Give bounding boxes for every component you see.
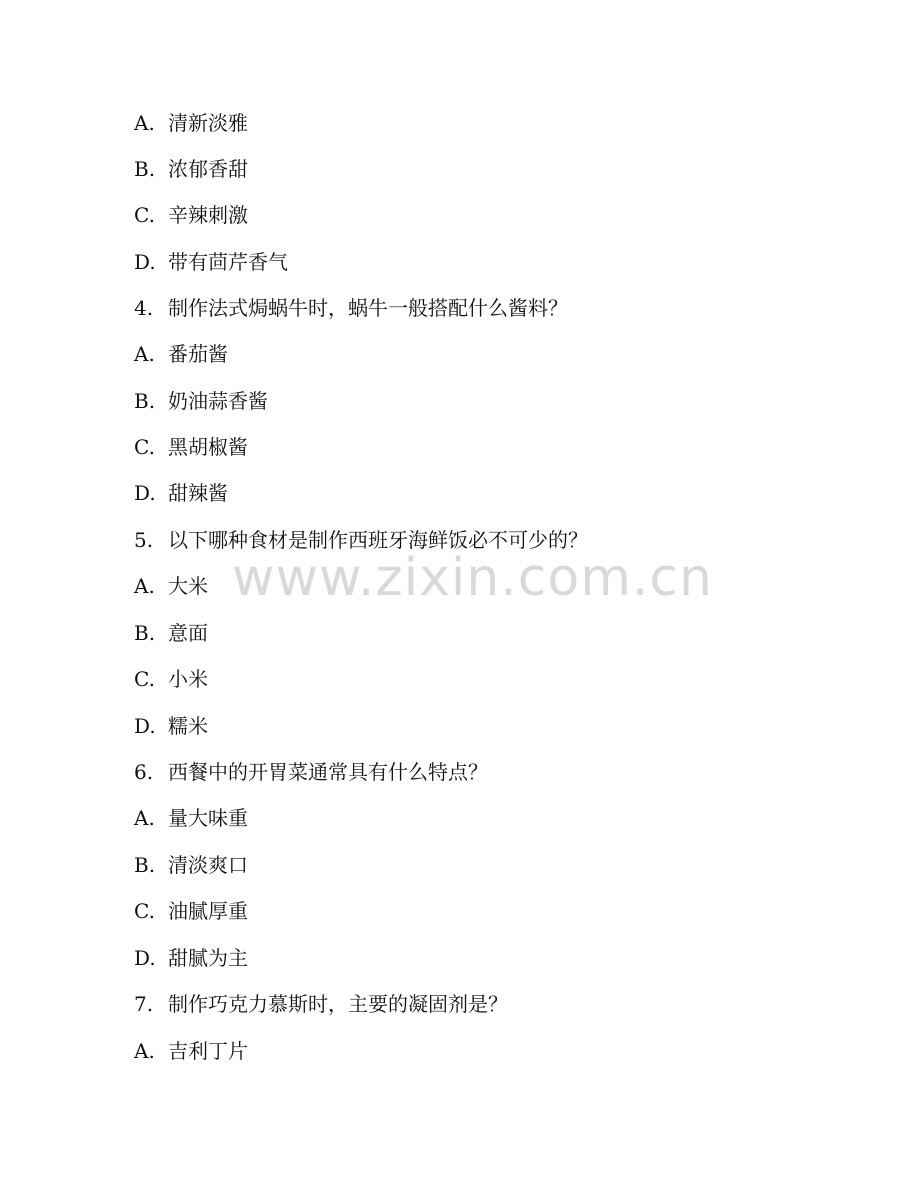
option-c [134, 200, 248, 230]
option-b [134, 154, 248, 184]
option-text: 意面 [168, 621, 208, 645]
option-marker: A. [134, 342, 155, 366]
option-text: 大米 [168, 574, 208, 598]
option-marker: C. [134, 667, 155, 691]
option-marker: A. [134, 111, 155, 135]
question-4 [134, 293, 568, 323]
option-marker: C. [134, 203, 155, 227]
option-marker: B. [134, 389, 156, 413]
question-number: 5. [134, 528, 154, 552]
question-text: 西餐中的开胃菜通常具有什么特点？ [168, 760, 488, 784]
question-text: 以下哪种食材是制作西班牙海鲜饭必不可少的？ [168, 528, 588, 552]
option-d [134, 247, 288, 277]
option-text: 辛辣刺激 [168, 203, 248, 227]
option-text: 油腻厚重 [168, 899, 248, 923]
option-text: 浓郁香甜 [168, 157, 248, 181]
option-marker: A. [134, 1039, 155, 1063]
option-b [134, 386, 268, 416]
option-d [134, 711, 208, 741]
option-marker: C. [134, 899, 155, 923]
option-text: 小米 [168, 667, 208, 691]
option-marker: D. [134, 250, 156, 274]
option-b [134, 850, 248, 880]
option-text: 番茄酱 [168, 342, 228, 366]
question-text: 制作法式焗蜗牛时，蜗牛一般搭配什么酱料？ [168, 296, 568, 320]
option-c [134, 664, 208, 694]
option-marker: C. [134, 435, 155, 459]
option-a [134, 108, 248, 138]
option-marker: B. [134, 853, 156, 877]
option-text: 吉利丁片 [168, 1039, 248, 1063]
option-a [134, 1036, 248, 1066]
option-text: 带有茴芹香气 [168, 250, 288, 274]
option-text: 甜腻为主 [168, 946, 248, 970]
option-text: 糯米 [168, 714, 208, 738]
option-text: 清新淡雅 [168, 111, 248, 135]
option-marker: B. [134, 621, 156, 645]
question-number: 4. [134, 296, 154, 320]
option-marker: B. [134, 157, 156, 181]
option-d [134, 943, 248, 973]
question-number: 6. [134, 760, 154, 784]
question-6 [134, 757, 488, 787]
option-text: 黑胡椒酱 [168, 435, 248, 459]
question-7 [134, 989, 508, 1019]
option-b [134, 618, 208, 648]
watermark: www.zixin.com.cn [232, 548, 713, 608]
option-text: 清淡爽口 [168, 853, 248, 877]
option-marker: D. [134, 481, 156, 505]
option-d [134, 478, 228, 508]
question-number: 7. [134, 992, 154, 1016]
option-marker: D. [134, 714, 156, 738]
option-text: 奶油蒜香酱 [168, 389, 268, 413]
option-text: 量大味重 [168, 806, 248, 830]
option-text: 甜辣酱 [168, 481, 228, 505]
option-c [134, 896, 248, 926]
option-a [134, 571, 208, 601]
option-marker: A. [134, 574, 155, 598]
option-a [134, 339, 228, 369]
option-marker: D. [134, 946, 156, 970]
option-marker: A. [134, 806, 155, 830]
question-text: 制作巧克力慕斯时，主要的凝固剂是？ [168, 992, 508, 1016]
option-a [134, 803, 248, 833]
option-c [134, 432, 248, 462]
